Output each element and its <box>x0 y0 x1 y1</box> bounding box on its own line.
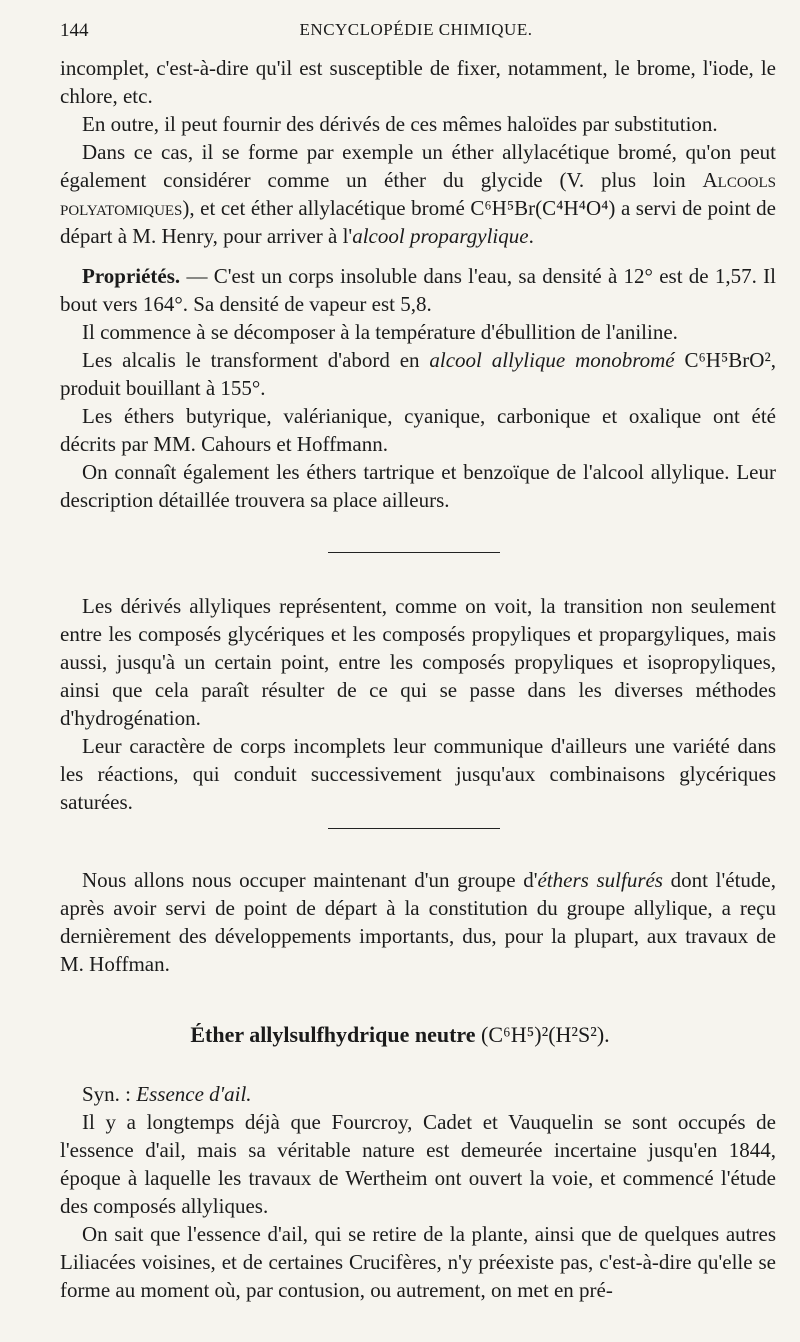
section-title: Éther allylsulfhydrique neutre <box>190 1022 476 1047</box>
properties-label: Propriétés. <box>82 264 181 288</box>
ether-section-body <box>60 1080 776 1304</box>
properties-paragraph-5: On connaît également les éthers tartrique et benzoïque de l'alcool allylique. Leur description détaillée trouvera sa place ailleurs. <box>60 460 776 512</box>
properties-paragraph-2: Il commence à se décomposer à la température d'ébullition de l'aniline. <box>82 320 678 344</box>
sulfur-ethers-intro <box>60 866 776 978</box>
alcool-propargylique-term: alcool propargylique <box>352 224 529 248</box>
properties-section <box>60 262 776 514</box>
alcool-allylique-monobrome-term: alcool allylique monobromé <box>429 348 675 372</box>
synonym-line: Syn. : Essence d'ail. <box>82 1082 252 1106</box>
page-header <box>60 20 772 44</box>
intro-section <box>60 54 776 250</box>
alcools-polyatomiques-ref: Alcools polyatomiques <box>60 168 776 220</box>
page-number: 144 <box>60 20 89 41</box>
intro-paragraph-2: En outre, il peut fournir des dérivés de ces mêmes haloïdes par substitution. <box>82 112 718 136</box>
synonym-term: Essence d'ail. <box>136 1082 252 1106</box>
properties-paragraph-4: Les éthers butyrique, valérianique, cyanique, carbonique et oxalique ont été décrits par MM. Cahours et Hoffmann. <box>60 404 776 456</box>
ether-paragraph-1: Il y a longtemps déjà que Fourcroy, Cadet et Vauquelin se sont occupés de l'essence d'ail, mais sa véritable nature est demeurée incertaine jusqu'en 1844, époque à laquelle les travaux de Wertheim ont ouvert la voie, et commencé l'étude des composés allyliques. <box>60 1110 776 1218</box>
sulfur-paragraph-1: Nous allons nous occuper maintenant d'un groupe d'éthers sulfurés dont l'étude, après avoir servi de point de départ à la constitution du groupe allylique, a reçu dernièrement des développements importants, dus, pour la plupart, aux travaux de M. Hoffman. <box>60 868 776 976</box>
properties-paragraph-3: Les alcalis le transforment d'abord en alcool allylique monobromé C⁶H⁵BrO², produit bouillant à 155°. <box>60 348 776 400</box>
derived-section <box>60 592 776 816</box>
ethers-sulfures-term: éthers sulfurés <box>537 868 663 892</box>
intro-paragraph-3: Dans ce cas, il se forme par exemple un éther allylacétique bromé, qu'on peut également considérer comme un éther du glycide (V. plus loin Alcools polyatomiques), et cet éther allylacétique bromé C⁶H⁵Br(C⁴H⁴O⁴) a servi de point de départ à M. Henry, pour arriver à l'alcool propargylique. <box>60 140 776 248</box>
derived-paragraph-2: Leur caractère de corps incomplets leur communique d'ailleurs une variété dans les réactions, qui conduit successivement jusqu'aux combinaisons glycériques saturées. <box>60 734 776 814</box>
properties-paragraph-1: Propriétés. — C'est un corps insoluble dans l'eau, sa densité à 12° est de 1,57. Il bout vers 164°. Sa densité de vapeur est 5,8. <box>60 264 776 316</box>
ether-paragraph-2: On sait que l'essence d'ail, qui se retire de la plante, ainsi que de quelques autres Liliacées voisines, et de certaines Crucifères, n'y préexiste pas, c'est-à-dire qu'elle se forme au moment où, par contusion, ou autrement, on met en pré- <box>60 1222 776 1302</box>
section-divider-1 <box>328 552 500 553</box>
section-formula: (C⁶H⁵)²(H²S²). <box>475 1022 610 1047</box>
intro-paragraph-1: incomplet, c'est-à-dire qu'il est susceptible de fixer, notamment, le brome, l'iode, le chlore, etc. <box>60 56 776 108</box>
section-heading <box>0 1022 800 1048</box>
section-divider-2 <box>328 828 500 829</box>
derived-paragraph-1: Les dérivés allyliques représentent, comme on voit, la transition non seulement entre les composés glycériques et les composés propyliques et propargyliques, mais aussi, jusqu'à un certain point, entre les composés propyliques et isopropyliques, ainsi que cela paraît résulter de ce qui se passe dans les diverses méthodes d'hydrogénation. <box>60 594 776 730</box>
running-title: ENCYCLOPÉDIE CHIMIQUE. <box>299 20 533 39</box>
